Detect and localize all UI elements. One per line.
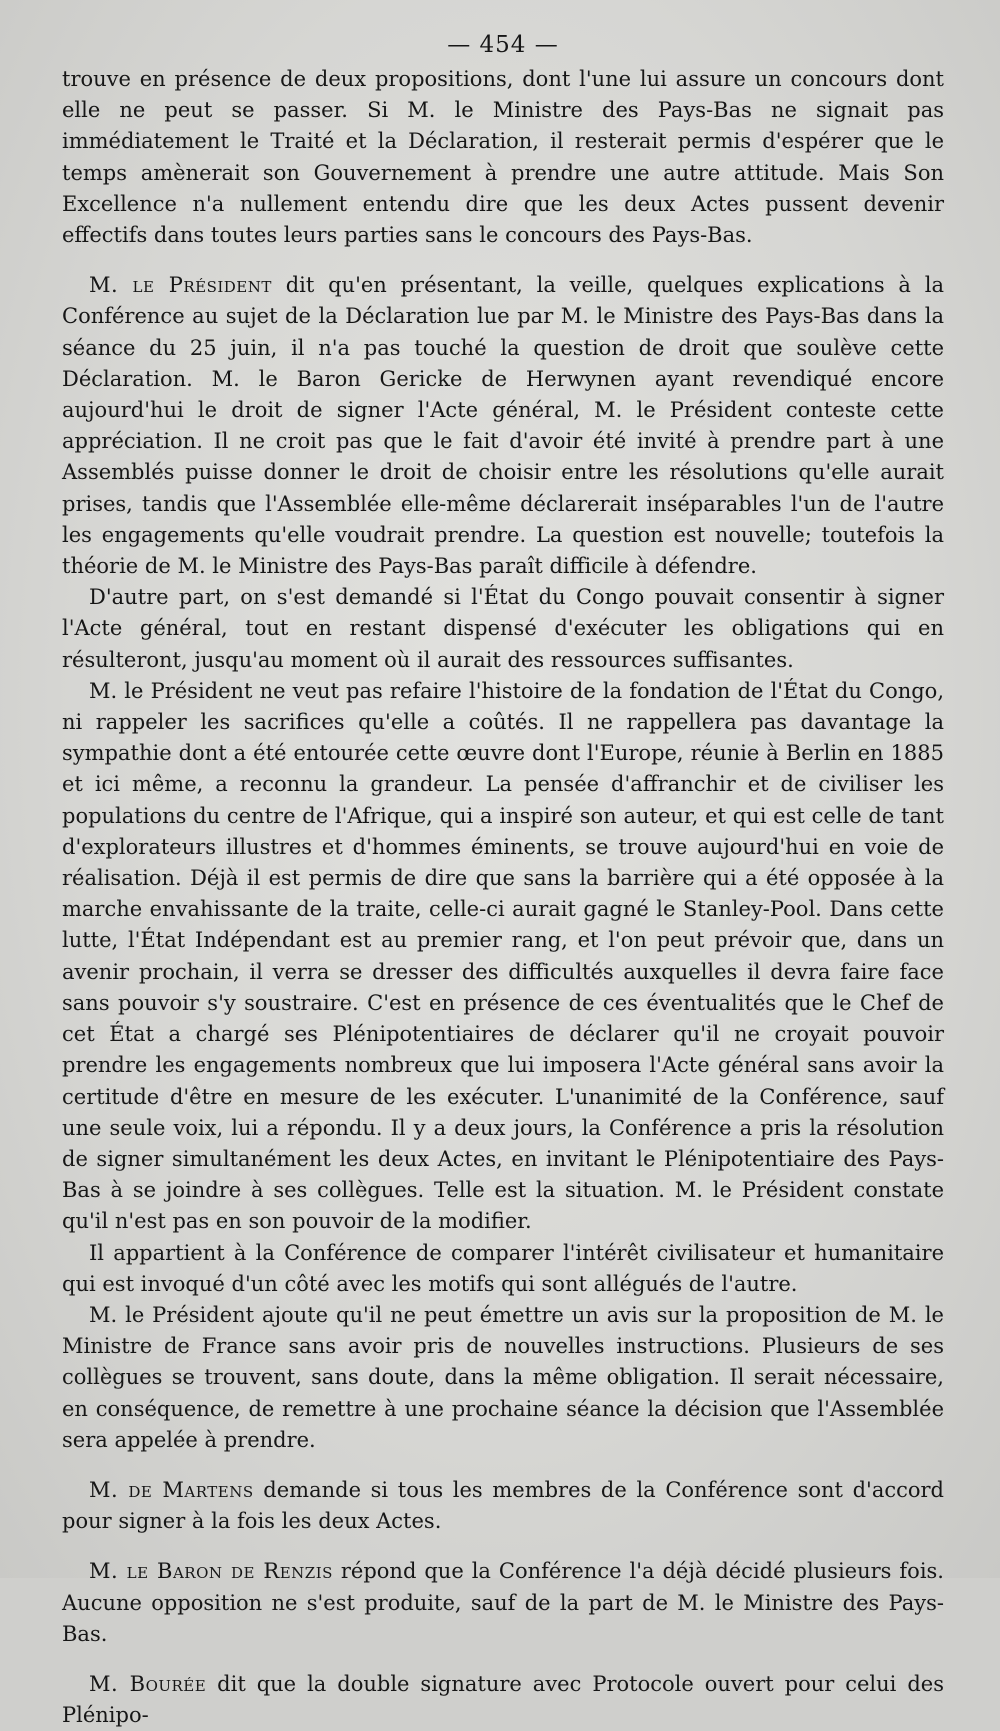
paragraph-5: Il appartient à la Conférence de comparer l'intérêt civilisateur et humanitaire qui est invoqué d'un côté avec les motifs qui sont allégués de l'autre. [62, 1240, 944, 1296]
paragraph-2: M. le Président dit qu'en présentant, la veille, quelques explications à la Conférence au sujet de la Déclaration lue par M. le Ministre des Pays-Bas dans la séance du 25 juin, il n'a pas touché la question de droit que soulève cette Déclaration. M. le Baron Gericke de Herwynen ayant revendiqué encore aujourd'hui le droit de signer l'Acte général, M. le Président conteste cette appréciation. Il ne croit pas que le fait d'avoir été invité à prendre part à une Assemblés puisse donner le droit de choisir entre les résolutions qu'elle aurait prises, tandis que l'Assemblée elle-même déclarerait inséparables l'un de l'autre les engagements qu'elle voudrait prendre. La question est nouvelle; toutefois la théorie de M. le Ministre des Pays-Bas paraît difficile à défendre. [62, 273, 944, 579]
speaker-name: M. Bourée [89, 1671, 207, 1696]
paragraph-7: M. de Martens demande si tous les membres de la Conférence sont d'accord pour signer à la fois les deux Actes. [62, 1477, 944, 1534]
paragraph-3: D'autre part, on s'est demandé si l'État du Congo pouvait consentir à signer l'Acte général, tout en restant dispensé d'exécuter les obligations qui en résulteront, jusqu'au moment où il aurait des ressources suffisantes. [62, 585, 944, 672]
paragraph-4: M. le Président ne veut pas refaire l'histoire de la fondation de l'État du Congo, ni rappeler les sacrifices qu'elle a coûtés. Il ne rappellera pas davantage la sympathie dont a été entourée cette œuvre dont l'Europe, réunie à Berlin en 1885 et ici même, a reconnu la grandeur. La pensée d'affranchir et de civiliser les populations du centre de l'Afrique, qui a inspiré son auteur, et qui est celle de tant d'explorateurs illustres et d'hommes éminents, se trouve aujourd'hui en voie de réalisation. Déjà il est permis de dire que sans la barrière qui a été opposée à la marche envahissante de la traite, celle-ci aurait gagné le Stanley-Pool. Dans cette lutte, l'État Indépendant est au premier rang, et l'on peut prévoir que, dans un avenir prochain, il verra se dresser des difficultés auxquelles il devra faire face sans pouvoir s'y soustraire. C'est en présence de ces éventualités que le Chef de cet État a chargé ses Plénipotentiaires de déclarer qu'il ne croyait pouvoir prendre les engagements nombreux que lui imposera l'Acte général sans avoir la certitude d'être en mesure de les exécuter. L'unanimité de la Conférence, sauf une seule voix, lui a répondu. Il y a deux jours, la Conférence a pris la résolution de signer simultanément les deux Actes, en invitant le Plénipotentiaire des Pays-Bas à se joindre à ses collègues. Telle est la situation. M. le Président constate qu'il n'est pas en son pouvoir de la modifier. [62, 678, 944, 1234]
speaker-name: M. le Baron de Renzis [89, 1559, 333, 1584]
paragraph-8: M. le Baron de Renzis répond que la Conférence l'a déjà décidé plusieurs fois. Aucune opposition ne s'est produite, sauf de la part de M. le Ministre des Pays-Bas. [62, 1559, 944, 1646]
paragraph-1: trouve en présence de deux propositions, dont l'une lui assure un concours dont elle ne peut se passer. Si M. le Ministre des Pays-Bas ne signait pas immédiatement le Traité et la Déclaration, il resterait permis d'espérer que le temps amènerait son Gouvernement à prendre une autre attitude. Mais Son Excellence n'a nullement entendu dire que les deux Actes pussent devenir effectifs dans toutes leurs parties sans le concours des Pays-Bas. [62, 67, 944, 248]
paragraph-6: M. le Président ajoute qu'il ne peut émettre un avis sur la proposition de M. le Ministre de France sans avoir pris de nouvelles instructions. Plusieurs de ses collègues se trouvent, sans doute, dans la même obligation. Il serait nécessaire, en conséquence, de remettre à une prochaine séance la décision que l'Assemblée sera appelée à prendre. [62, 1302, 944, 1452]
paragraph-9: M. Bourée dit que la double signature avec Protocole ouvert pour celui des Plénipo- [62, 1671, 944, 1728]
page-number: — 454 — [447, 32, 559, 58]
speaker-name: M. le Président [89, 273, 272, 298]
speaker-name: M. de Martens [89, 1477, 254, 1502]
